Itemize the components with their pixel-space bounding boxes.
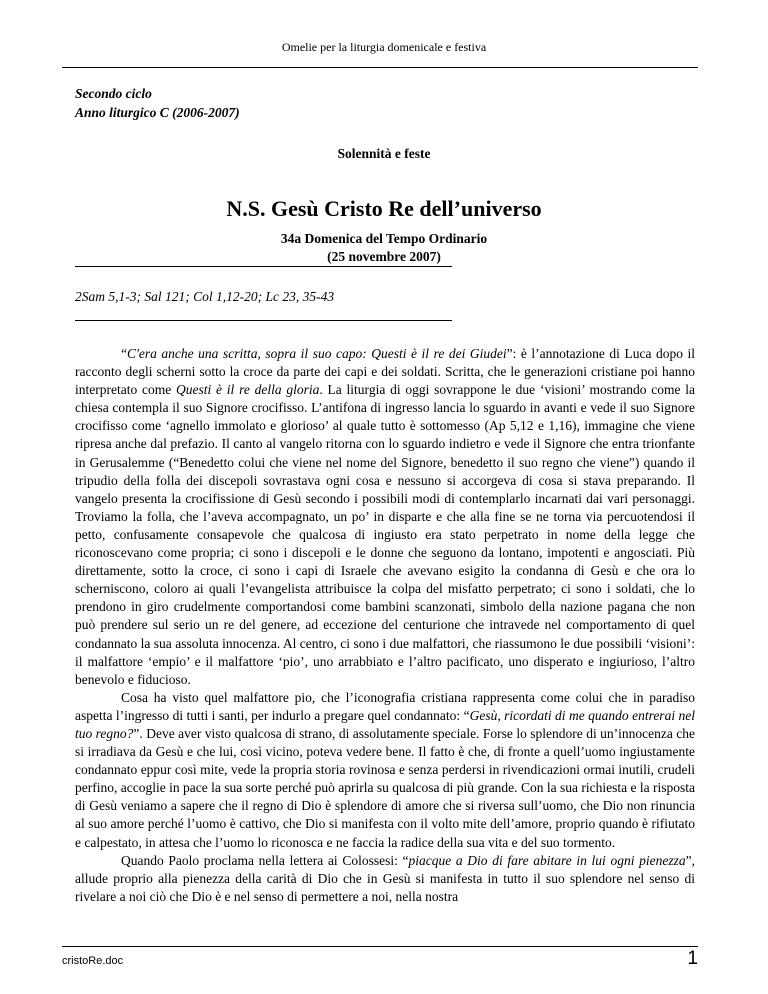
- epistle-quote: piacque a Dio di fare abitare in lui ogni pienezza: [408, 852, 686, 868]
- gospel-quote: C'era anche una scritta, sopra il suo capo: Questi è il re dei Giudei: [127, 346, 507, 361]
- homily-body: [75, 345, 695, 906]
- cycle-line: Secondo ciclo: [75, 86, 152, 101]
- liturgical-cycle: [75, 84, 240, 122]
- section-label: Solennità e feste: [337, 146, 431, 161]
- sunday-label: 34a Domenica del Tempo Ordinario: [280, 231, 488, 246]
- paragraph-2: Cosa ha visto quel malfattore pio, che l’iconografia cristiana rappresenta come colui che in paradiso aspetta l’ingresso di tutti i santi, per indurlo a pregare quel condannato: “Gesù, ricordati di me quando entrerai nel tuo regno?”. Deve aver visto qualcosa di strano, di assolutamente speciale. Forse lo splendore di un’innocenza che si irradiava da Gesù e che lui, così vicino, poteva vedere bene. Il fatto è che, di fronte a quell’uomo ingiustamente condannato eppur così mite, vede la propria storia rovinosa e senza perdersi in rivendicazioni ormai inutili, crudeli perfino, accoglie in pace la sua sorte perché può aprirla su qualcosa di più grande. Con la sua richiesta e la risposta di Gesù veniamo a sapere che il regno di Dio è splendore di amore che si riversa sull’uomo, che Dio non rinuncia al suo amore perché l’uomo è cattivo, che Dio si manifesta con il volto mite dell’amore, proprio quando è rifiutato e calpestato, in attesa che l’uomo lo riconosca e ne faccia la radice della sua vita e del suo tormento.: [75, 689, 695, 850]
- running-header: Omelie per la liturgia domenicale e festiva: [281, 40, 487, 54]
- gospel-quote: Gesù, ricordati di me quando entrerai nel tuo regno?: [75, 707, 695, 741]
- liturgical-year-line: Anno liturgico C (2006-2007): [75, 105, 240, 120]
- readings-bottom-rule: [75, 320, 452, 321]
- page-number: 1: [687, 948, 698, 969]
- date-label: (25 novembre 2007): [327, 249, 441, 264]
- paragraph-1: “C'era anche una scritta, sopra il suo capo: Questi è il re dei Giudei”: è l’annotazione di Luca dopo il racconto degli scherni sotto la croce da parte dei capi e dei soldati. Scritta, che le generazioni cristiane poi hanno interpretato come Questi è il re della gloria. La liturgia di oggi sovrappone le due ‘visioni’ mostrando come la chiesa contempla il suo Signore crocifisso. L’antifona di ingresso lancia lo sguardo in avanti e vede il suo Signore crocifisso come ‘agnello immolato e glorioso’ al quale tutto è sottomesso (Ap 5,12 e 1,16), immagine che viene ripresa anche dal prefazio. Il canto al vangelo ritorna con lo sguardo indietro e vede il Signore che entra trionfante in Gerusalemme (“Benedetto colui che viene nel nome del Signore, benedetto il suo regno che viene”) quando il tripudio della folla dei discepoli sovrastava ogni cosa e nessuno si accorgeva di cosa si stava preparando. Il vangelo presenta la crocifissione di Gesù secondo i possibili modi di contemplarlo incarnati dai vari personaggi. Troviamo la folla, che l’aveva accompagnato, un po’ in disparte e che alla fine se ne torna via percuotendosi il petto, confusamente consapevole che qualcosa di ingiusto era stato perpetrato in nome della legge che riconoscevano come propria; ci sono i discepoli e le donne che seguono da lontano, impotenti e angosciati. Più direttamente, sotto la croce, ci sono i capi di Israele che avevano esigito la condanna di Gesù e che ora lo scherniscono, coloro ai quali l’evangelista attribuisce la colpa del misfatto perpetrato; ci sono i soldati, che lo prendono in giro crudelmente comportandosi come bambini scanzonati, simbolo della nazione pagana che non può prendere sul serio un re del genere, ad eccezione del centurione che intravede nel comportamento di quel condannato la sua assoluta innocenza. Al centro, ci sono i due malfattori, che riassumono le due possibili ‘visioni’: il malfattore ‘empio’ e il malfattore ‘pio’, uno arrabbiato e l’altro pacificato, uno disperato e ingiurioso, l’altro benevolo e fiducioso.: [75, 346, 695, 687]
- homily-title: N.S. Gesù Cristo Re dell’universo: [226, 196, 542, 221]
- header-divider: [62, 67, 698, 68]
- emphasis: Questi è il re della gloria: [176, 382, 320, 398]
- footer-divider: [62, 946, 698, 947]
- paragraph-3: Quando Paolo proclama nella lettera ai Colossesi: “piacque a Dio di fare abitare in lui ogni pienezza”, allude proprio alla pienezza della carità di Dio che in Gesù si manifesta in tutto il suo splendore nel senso di rivelare a noi ciò che Dio è e nel senso di permettere a noi, nella nostra: [75, 852, 695, 904]
- homily-subtitle: [0, 230, 768, 266]
- scripture-readings: 2Sam 5,1-3; Sal 121; Col 1,12-20; Lc 23, 35-43: [75, 289, 335, 304]
- readings-top-rule: [75, 266, 452, 267]
- footer-filename: cristoRe.doc: [62, 955, 124, 967]
